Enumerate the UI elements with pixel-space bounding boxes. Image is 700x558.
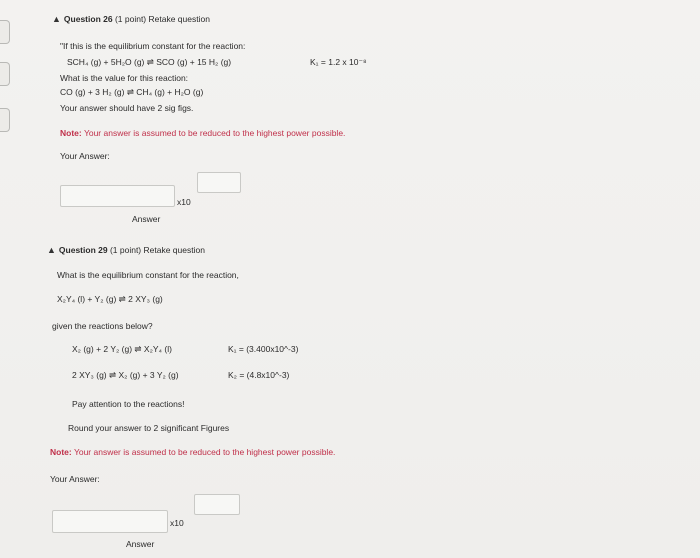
q29-points: (1 point) Retake question <box>109 245 205 255</box>
q26-reaction1: SCH₄ (g) + 5H₂O (g) ⇌ SCO (g) + 15 H₂ (g) <box>67 57 232 67</box>
q26-note-label: Note: <box>60 128 82 138</box>
edge-tab <box>0 108 10 132</box>
q26-x10: x10 <box>177 197 191 207</box>
q26-answer-input[interactable] <box>60 185 175 207</box>
q29-answer-label: Answer <box>126 539 155 549</box>
q29-given: given the reactions below? <box>52 321 153 331</box>
q29-x10: x10 <box>170 518 184 528</box>
q26-question: What is the value for this reaction: <box>60 73 189 83</box>
q26-intro: "If this is the equilibrium constant for the reaction: <box>60 41 246 51</box>
q26-exponent-input[interactable] <box>197 172 241 193</box>
q29-note <box>50 447 335 457</box>
q29-intro: What is the equilibrium constant for the reaction, <box>57 270 239 280</box>
q29-note-text: Your answer is assumed to be reduced to the highest power possible. <box>73 447 336 457</box>
q29-attention: Pay attention to the reactions! <box>72 399 185 409</box>
q26-k1: K₁ = 1.2 x 10⁻⁸ <box>310 57 367 67</box>
warning-icon: ▲ <box>52 14 61 24</box>
q26-header <box>52 14 210 24</box>
q26-your-answer: Your Answer: <box>60 151 110 161</box>
q29-header <box>47 245 205 255</box>
q29-note-label: Note: <box>50 447 72 457</box>
q26-sigfigs: Your answer should have 2 sig figs. <box>60 103 194 113</box>
q29-round: Round your answer to 2 significant Figures <box>68 423 230 433</box>
q29-reaction: X₂Y₄ (l) + Y₂ (g) ⇌ 2 XY₃ (g) <box>57 294 163 304</box>
q29-your-answer: Your Answer: <box>50 474 100 484</box>
q29-exponent-input[interactable] <box>194 494 240 515</box>
q26-note <box>60 128 345 138</box>
q29-k1: K₁ = (3.400x10^-3) <box>228 344 299 354</box>
q29-k2: K₂ = (4.8x10^-3) <box>228 370 290 380</box>
edge-tab <box>0 20 10 44</box>
q26-reaction2: CO (g) + 3 H₂ (g) ⇌ CH₄ (g) + H₂O (g) <box>60 87 204 97</box>
warning-icon: ▲ <box>47 245 56 255</box>
q29-r2: 2 XY₃ (g) ⇌ X₂ (g) + 3 Y₂ (g) <box>72 370 179 380</box>
q29-r1: X₂ (g) + 2 Y₂ (g) ⇌ X₂Y₄ (l) <box>72 344 172 354</box>
q26-note-text: Your answer is assumed to be reduced to the highest power possible. <box>83 128 346 138</box>
q26-answer-label: Answer <box>132 214 161 224</box>
q26-title: Question 26 <box>63 14 113 24</box>
edge-tab <box>0 62 10 86</box>
q29-title: Question 29 <box>58 245 108 255</box>
q26-points: (1 point) Retake question <box>114 14 210 24</box>
q29-answer-input[interactable] <box>52 510 168 533</box>
